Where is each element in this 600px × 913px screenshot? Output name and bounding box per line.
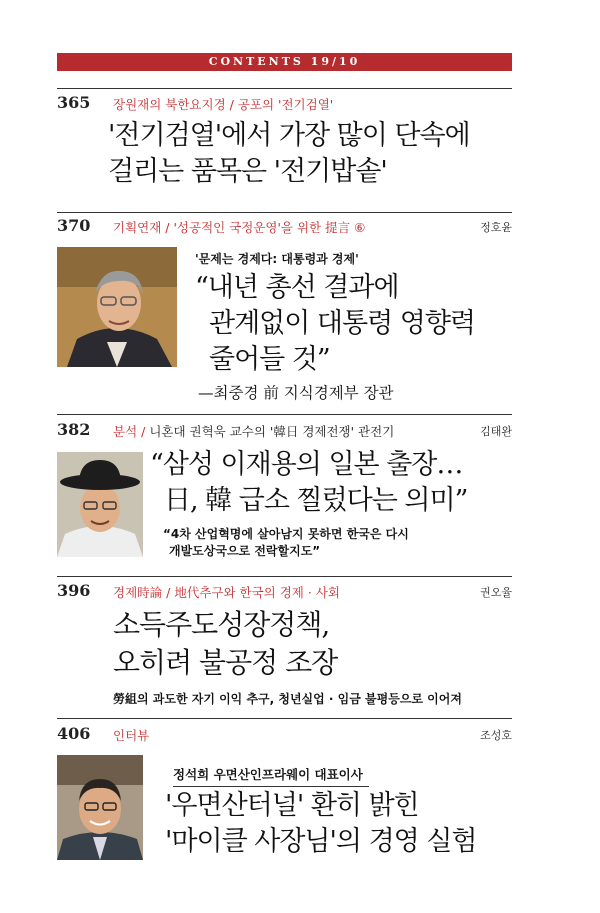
article-headline[interactable] — [108, 118, 470, 190]
headline-line: “삼성 이재용의 일본 출장… — [150, 449, 463, 480]
author-name: 정호윤 — [480, 221, 512, 234]
kicker-section: 경제時論 — [113, 585, 163, 600]
contents-banner: CONTENTS 19/10 — [57, 53, 512, 71]
kicker-section: 기획연재 — [113, 220, 162, 235]
page-number: 396 — [57, 581, 91, 600]
portrait-photo — [57, 755, 143, 860]
page-number: 406 — [57, 724, 91, 743]
article-kicker[interactable] — [113, 422, 394, 440]
article-kicker[interactable] — [113, 95, 333, 113]
kicker-separator: / — [225, 97, 238, 112]
kicker-separator: / — [161, 220, 174, 235]
article-headline[interactable] — [113, 606, 337, 682]
subtitle-line: 개발도상국으로 전락할지도” — [169, 544, 321, 558]
article-subtitle: 정석희 우면산인프라웨이 대표이사 — [173, 765, 369, 787]
author-name: 김태완 — [480, 425, 512, 438]
headline-line: '우면산터널' 환히 밝힌 — [165, 790, 419, 821]
section-divider — [57, 576, 512, 577]
article-headline[interactable] — [150, 447, 467, 519]
headline-line: 줄어들 것” — [209, 344, 330, 375]
article-headline[interactable] — [195, 270, 475, 378]
section-divider — [57, 88, 512, 89]
kicker-section: 장원재의 북한요지경 — [113, 97, 226, 112]
page-number: 370 — [57, 216, 91, 235]
headline-line: 소득주도성장정책, — [113, 608, 330, 641]
article-subtitle: '문제는 경제다: 대통령과 경제' — [195, 252, 359, 266]
kicker-section: 인터뷰 — [113, 728, 150, 743]
kicker-topic: 니혼대 권혁욱 교수의 '韓日 경제전쟁' 관전기 — [149, 424, 395, 439]
kicker-separator: / — [137, 424, 150, 439]
article-kicker[interactable] — [113, 218, 365, 236]
section-divider — [57, 212, 512, 213]
portrait-photo — [57, 247, 177, 367]
article-kicker[interactable] — [113, 726, 149, 744]
headline-line: 걸리는 품목은 '전기밥솥' — [108, 156, 387, 187]
headline-line: 日, 韓 급소 찔렀다는 의미” — [164, 485, 468, 516]
kicker-separator: / — [162, 585, 175, 600]
subtitle-line: “4차 산업혁명에 살아남지 못하면 한국은 다시 — [163, 527, 409, 541]
headline-line: '전기검열'에서 가장 많이 단속에 — [108, 120, 470, 151]
section-divider — [57, 718, 512, 719]
page-number: 365 — [57, 93, 91, 112]
portrait-photo — [57, 452, 143, 557]
headline-line: 오히려 불공정 조장 — [113, 646, 338, 679]
headline-line: '마이클 사장님'의 경영 실험 — [165, 826, 477, 857]
article-byline: —최중경 前 지식경제부 장관 — [198, 384, 394, 402]
headline-line: 관계없이 대통령 영향력 — [209, 308, 475, 339]
page-number: 382 — [57, 420, 91, 439]
author-name: 조성호 — [480, 729, 512, 742]
kicker-topic: 공포의 '전기검열' — [237, 97, 334, 112]
author-name: 권오율 — [480, 586, 512, 599]
headline-line: “내년 총선 결과에 — [195, 272, 399, 303]
article-kicker[interactable] — [113, 583, 340, 601]
kicker-section: 분석 — [113, 424, 138, 439]
section-divider — [57, 414, 512, 415]
kicker-topic: '성공적인 국정운영'을 위한 提言 ⑥ — [173, 220, 366, 235]
article-subtitle: 勞組의 과도한 자기 이익 추구, 청년실업 · 임금 불평등으로 이어져 — [113, 692, 462, 706]
article-headline[interactable] — [165, 788, 477, 860]
article-subtitle — [163, 526, 409, 560]
kicker-topic: 地代추구와 한국의 경제 · 사회 — [174, 585, 340, 600]
